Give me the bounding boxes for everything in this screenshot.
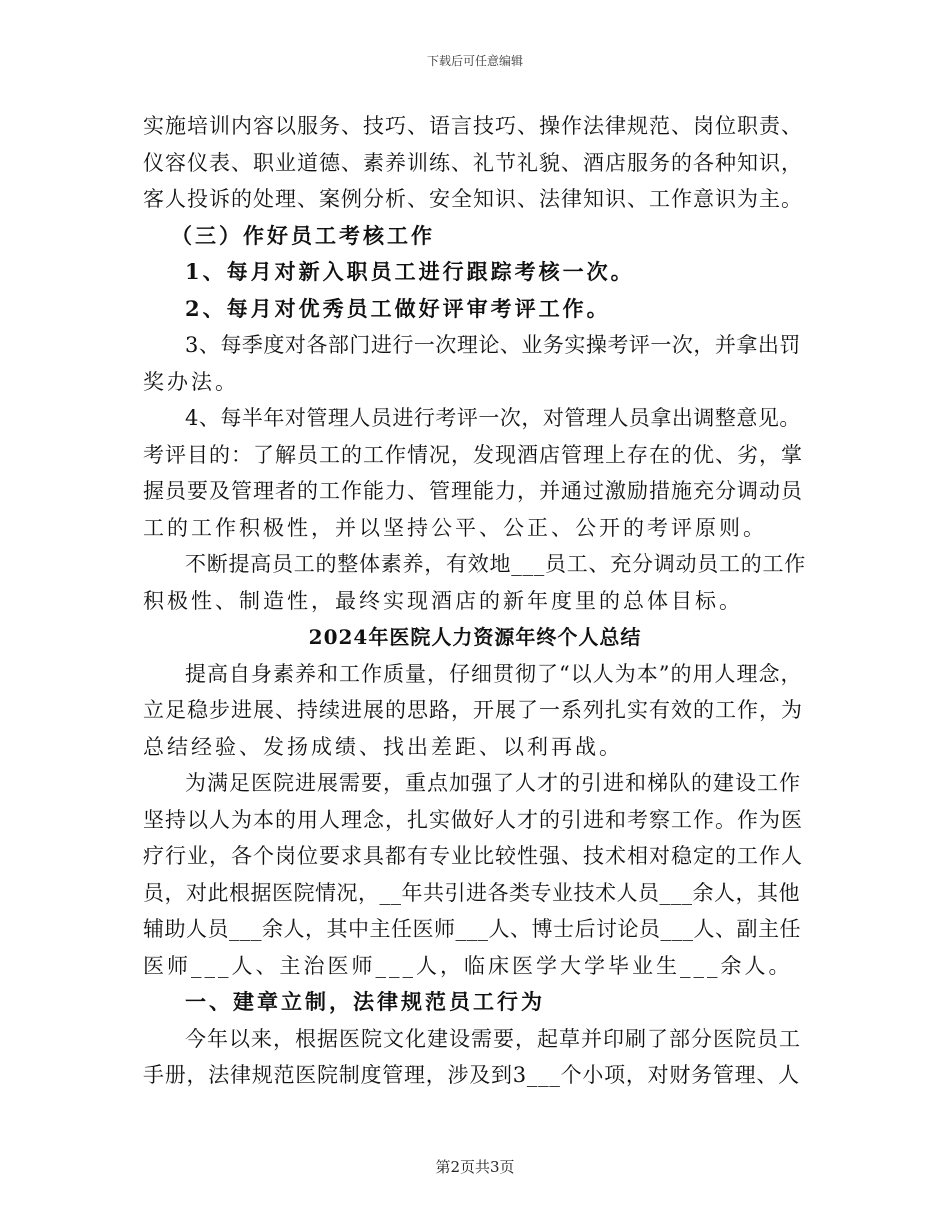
text-line: 医师___人、主治医师___人，临床医学大学毕业生___余人。 [143,953,793,978]
list-item: 1、每月对新入职员工进行跟踪考核一次。 [185,259,635,284]
text-line: 积极性、制造性，最终实现酒店的新年度里的总体目标。 [143,588,743,613]
text-line: 立足稳步进展、持续进展的思路，开展了一系列扎实有效的工作，为 [143,698,803,722]
text-line: 辅助人员___余人，其中主任医师___人、博士后讨论员___人、副主任 [143,917,801,941]
text-line: 握员要及管理者的工作能力、管理能力，并通过激励措施充分调动员 [143,479,803,503]
text-line: 考评目的：了解员工的工作情况，发现酒店管理上存在的优、劣，掌 [143,442,803,467]
text-line: 不断提高员工的整体素养，有效地___员工、充分调动员工的工作 [185,552,806,576]
text-line: 客人投诉的处理、案例分析、安全知识、法律知识、工作意识为主。 [143,187,803,211]
document-body [143,108,807,1094]
list-item: 4、每半年对管理人员进行考评一次，对管理人员拿出调整意见。 [185,406,801,430]
text-line: 总结经验、发扬成绩、找出差距、以利再战。 [143,734,623,759]
text-line: 实施培训内容以服务、技巧、语言技巧、操作法律规范、岗位职责、 [143,114,803,138]
section-heading: 一、建章立制，法律规范员工行为 [185,989,545,1014]
text-line: 员，对此根据医院情况，__年共引进各类专业技术人员___余人，其他 [143,880,800,905]
text-line: 为满足医院进展需要，重点加强了人才的引进和梯队的建设工作 [185,771,801,795]
text-line: 坚持以人为本的用人理念，扎实做好人才的引进和考察工作。作为医 [143,807,803,832]
page-footer: 第2页共3页 [435,1158,515,1176]
text-line: 工的工作积极性，并以坚持公平、公正、公开的考评原则。 [143,515,767,540]
list-item: 3、每季度对各部门进行一次理论、业务实操考评一次，并拿出罚 [185,333,801,357]
section-heading: （三）作好员工考核工作 [171,222,435,248]
text-line: 仪容仪表、职业道德、素养训练、礼节礼貌、酒店服务的各种知识， [143,150,803,175]
list-item: 2、每月对优秀员工做好评审考评工作。 [185,295,611,321]
text-line: 疗行业，各个岗位要求具都有专业比较性强、技术相对稳定的工作人 [143,844,803,868]
page-header: 下载后可任意编辑 [426,54,523,68]
text-line: 今年以来，根据医院文化建设需要，起草并印刷了部分医院员工 [185,1026,801,1051]
text-line: 奖办法。 [143,369,239,394]
text-line: 手册，法律规范医院制度管理，涉及到3___个小项，对财务管理、人 [143,1063,800,1087]
text-line: 提高自身素养和工作质量，仔细贯彻了“以人为本”的用人理念， [185,661,803,686]
document-title: 2024年医院人力资源年终个人总结 [308,625,642,649]
